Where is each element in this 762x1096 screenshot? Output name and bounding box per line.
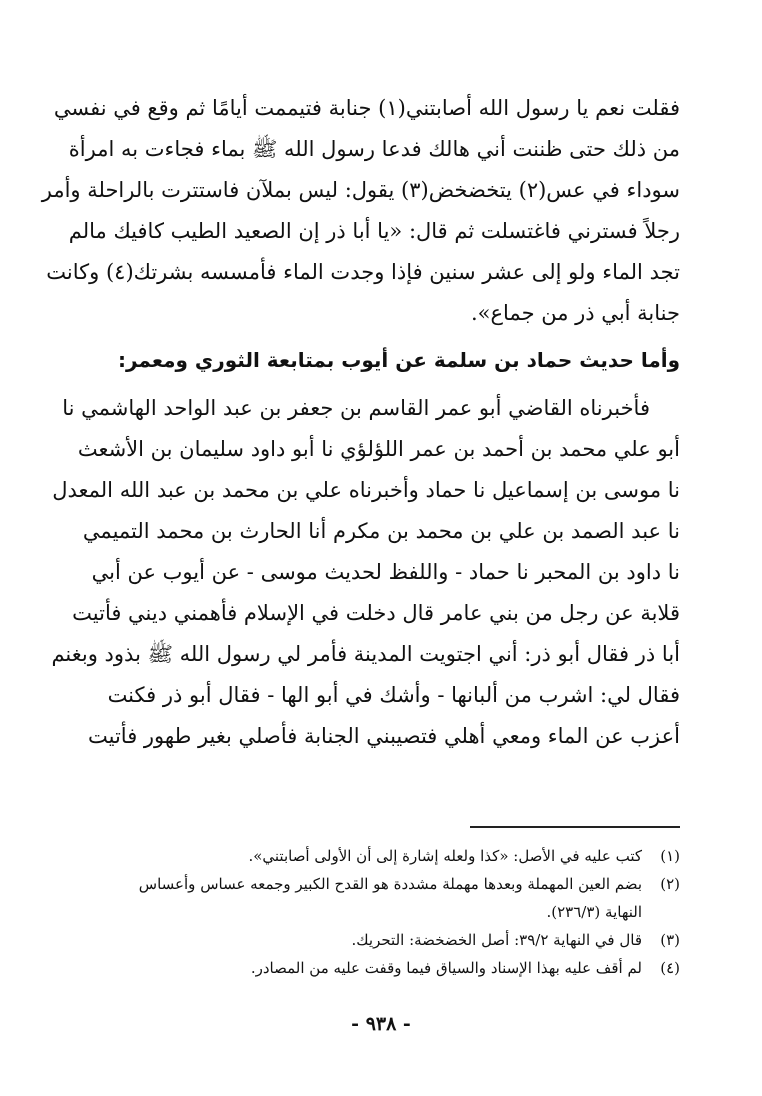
footnote-item	[95, 954, 680, 982]
footnote-number: (٤)	[660, 959, 680, 977]
text-line: تجد الماء ولو إلى عشر سنين فإذا وجدت الماء فأمسسه بشرتك(٤) وكانت	[46, 260, 680, 284]
footnotes	[95, 842, 680, 982]
footnote-text: بضم العين المهملة وبعدها مهملة مشددة هو القدح الكبير وجمعه عساس وأعساس	[138, 875, 642, 893]
footnote-number: (٣)	[660, 931, 680, 949]
text-line: نا موسى بن إسماعيل نا حماد وأخبرناه علي بن محمد بن عبد الله المعدل	[52, 478, 680, 502]
text-line: رجلاً فسترني فاغتسلت ثم قال: «يا أبا ذر إن الصعيد الطيب كافيك مالم	[68, 219, 680, 243]
text-line: قلابة عن رجل من بني عامر قال دخلت في الإسلام فأهمني ديني فأتيت	[72, 601, 680, 625]
footnote-continuation: النهاية (٢٣٦/٣).	[546, 903, 642, 921]
text-line: نا داود بن المحبر نا حماد - واللفظ لحديث موسى - عن أيوب عن أبي	[91, 560, 680, 584]
text-line: جنابة أبي ذر من جماع».	[470, 301, 680, 325]
text-line: أبو علي محمد بن أحمد بن عمر اللؤلؤي نا أبو داود سليمان بن الأشعث	[77, 437, 680, 461]
page-number: - ٩٣٨ -	[351, 1013, 411, 1035]
text-line: أعزب عن الماء ومعي أهلي فتصيبني الجنابة فأصلي بغير طهور فأتيت	[88, 724, 680, 748]
footnote-item	[95, 842, 680, 870]
text-line: أبا ذر فقال أبو ذر: أني اجتويت المدينة فأمر لي رسول الله ﷺ بذود وبغنم	[51, 642, 680, 666]
footnote-number: (١)	[660, 847, 680, 865]
text-line: فأخبرناه القاضي أبو عمر القاسم بن جعفر بن عبد الواحد الهاشمي نا	[62, 396, 650, 420]
footnote-item	[95, 926, 680, 954]
text-line: من ذلك حتى ظننت أني هالك فدعا رسول الله ﷺ بماء فجاءت به امرأة	[68, 137, 680, 161]
text-line: سوداء في عس(٢) يتخضخض(٣) يقول: ليس بملآن فاستترت بالراحلة وأمر	[41, 178, 680, 202]
main-text	[41, 88, 680, 757]
footnote-text: قال في النهاية ٣٩/٢: أصل الخضخضة: التحريك.	[351, 931, 642, 949]
footnote-number: (٢)	[660, 875, 680, 893]
footnote-divider	[470, 826, 680, 828]
text-line: فقال لي: اشرب من ألبانها - وأشك في أبو الها - فقال أبو ذر فكنت	[107, 683, 680, 707]
section-heading: وأما حديث حماد بن سلمة عن أيوب بمتابعة الثوري ومعمر:	[117, 348, 680, 372]
footnote-text: لم أقف عليه بهذا الإسناد والسياق فيما وقفت عليه من المصادر.	[250, 959, 642, 977]
text-line: فقلت نعم يا رسول الله أصابتني(١) جنابة فتيممت أيامًا ثم وقع في نفسي	[53, 96, 680, 120]
footnote-text: كتب عليه في الأصل: «كذا ولعله إشارة إلى أن الأولى أصابتني».	[248, 847, 642, 865]
footnote-item	[95, 870, 680, 898]
text-line: نا عبد الصمد بن علي بن محمد بن مكرم أنا الحارث بن محمد التميمي	[82, 519, 680, 543]
